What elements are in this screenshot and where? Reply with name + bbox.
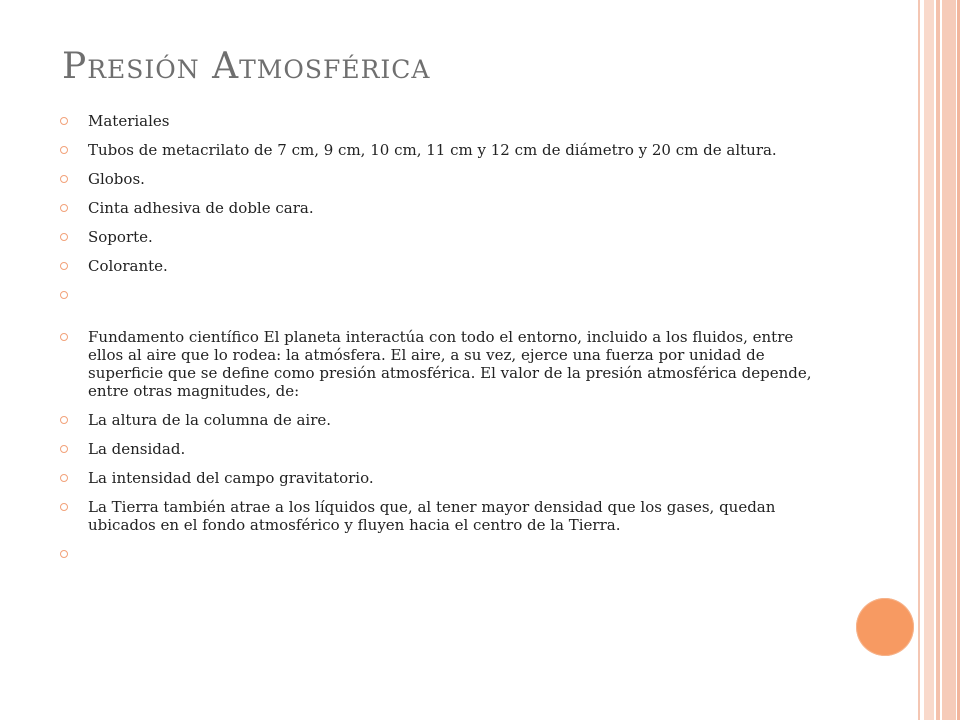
- slide-title: Presión Atmosférica: [62, 46, 431, 87]
- bullet-text: La Tierra también atrae a los líquidos que, al tener mayor densidad que los gases, quedan ubicados en el fondo atmosférico y fluyen hacia el centro de la Tierra.: [88, 498, 776, 534]
- bullet-item: [60, 257, 830, 275]
- bullet-text: Cinta adhesiva de doble cara.: [88, 199, 314, 217]
- bullet-text: Globos.: [88, 170, 145, 188]
- decorative-circle: [856, 598, 914, 656]
- bullet-text: La altura de la columna de aire.: [88, 411, 332, 429]
- bullet-item: [60, 112, 830, 130]
- bullet-icon: [60, 175, 68, 183]
- bullet-item: [60, 328, 830, 400]
- bullet-text: Tubos de metacrilato de 7 cm, 9 cm, 10 cm, 11 cm y 12 cm de diámetro y 20 cm de altura.: [88, 141, 777, 159]
- bullet-item: [60, 199, 830, 217]
- bullet-text: Fundamento científico El planeta interactúa con todo el entorno, incluido a los fluidos, entre ellos al aire que lo rodea: la atmósfera. El aire, a su vez, ejerce una fuerza por unidad de superficie que se define como presión atmosférica. El valor de la presión atmosférica depende, entre otras magnitudes, de:: [88, 328, 812, 400]
- bullet-icon: [60, 233, 68, 241]
- bullet-text: La intensidad del campo gravitatorio.: [88, 469, 374, 487]
- bullet-icon: [60, 204, 68, 212]
- bullet-icon: [60, 416, 68, 424]
- decorative-stripe: [924, 0, 934, 720]
- bullet-list: [60, 112, 830, 574]
- decorative-stripe: [918, 0, 920, 720]
- bullet-icon: [60, 333, 68, 341]
- bullet-icon: [60, 262, 68, 270]
- bullet-item: [60, 411, 830, 429]
- bullet-item: [60, 170, 830, 188]
- bullet-icon: [60, 117, 68, 125]
- bullet-text: Materiales: [88, 112, 170, 130]
- bullet-text: Colorante.: [88, 257, 168, 275]
- bullet-item: [60, 469, 830, 487]
- bullet-item: [60, 141, 830, 159]
- bullet-icon: [60, 550, 68, 558]
- bullet-item: [60, 228, 830, 246]
- bullet-icon: [60, 291, 68, 299]
- bullet-text: La densidad.: [88, 440, 186, 458]
- bullet-icon: [60, 445, 68, 453]
- bullet-item-empty: [60, 286, 830, 304]
- bullet-item-empty: [60, 545, 830, 563]
- bullet-item: [60, 440, 830, 458]
- bullet-icon: [60, 503, 68, 511]
- bullet-icon: [60, 146, 68, 154]
- decorative-stripe: [942, 0, 956, 720]
- bullet-icon: [60, 474, 68, 482]
- bullet-item: [60, 498, 830, 534]
- decorative-stripe: [936, 0, 940, 720]
- bullet-text: Soporte.: [88, 228, 153, 246]
